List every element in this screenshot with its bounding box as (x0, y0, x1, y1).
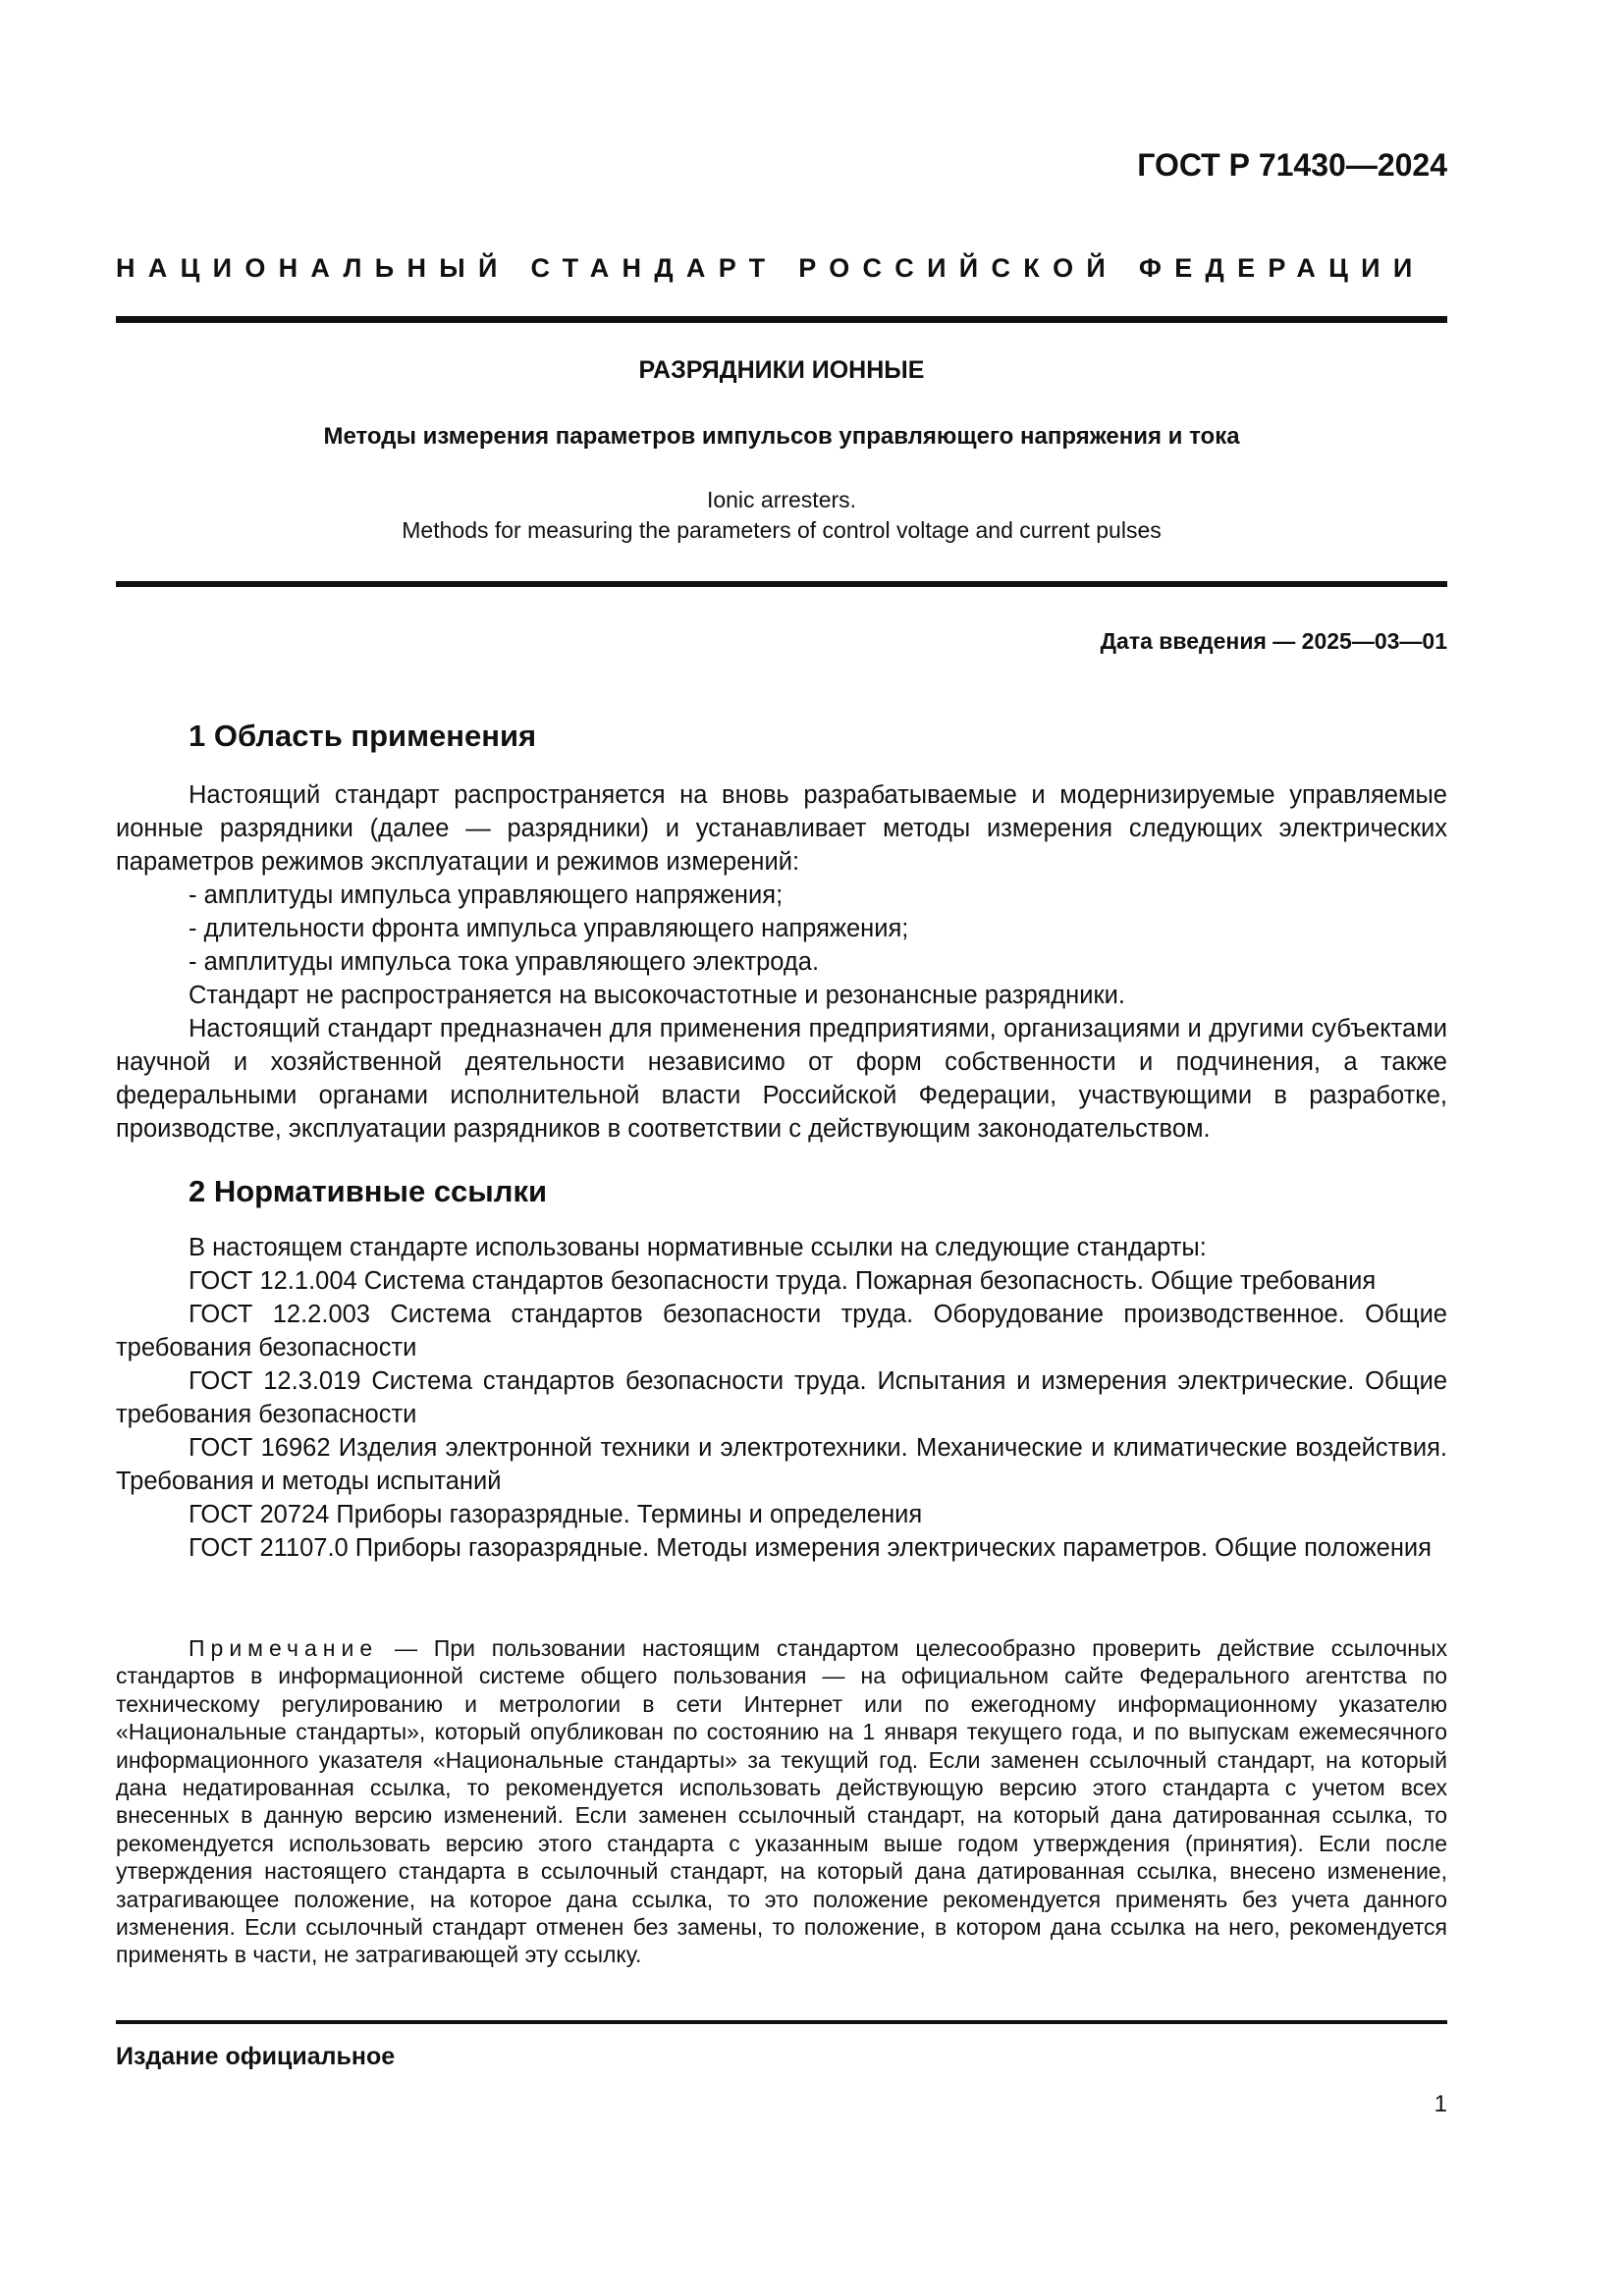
footer-rule (116, 2020, 1447, 2024)
section-2-body (116, 1231, 1447, 1565)
section-1-paragraph-1: Настоящий стандарт распространяется на вновь разрабатываемые и модернизируемые управляемые ионные разрядники (далее — разрядники) и устанавливает методы измерения следующих электрических параметров режимов эксплуатации и режимов измерений: (116, 781, 1447, 876)
english-title-line-2: Methods for measuring the parameters of control voltage and current pulses (402, 517, 1162, 543)
reference-item: ГОСТ 16962 Изделия электронной техники и электротехники. Механические и климатические воздействия. Требования и методы испытаний (116, 1434, 1447, 1495)
reference-item: ГОСТ 12.2.003 Система стандартов безопасности труда. Оборудование производственное. Общие требования безопасности (116, 1301, 1447, 1362)
reference-item: ГОСТ 12.3.019 Система стандартов безопасности труда. Испытания и измерения электрические. Общие требования безопасности (116, 1367, 1447, 1428)
edition-label: Издание официальное (116, 2043, 396, 2070)
note-text: — При пользовании настоящим стандартом целесообразно проверить действие ссылочных стандартов в информационной системе общего пользования — на официальном сайте Федерального агентства по техническому регулированию и метрологии в сети Интернет или по ежегодному информационному указателю «Национальные стандарты», который опубликован по состоянию на 1 января текущего года, и по выпускам ежемесячного информационного указателя «Национальные стандарты» за текущий год. Если заменен ссылочный стандарт, на который дана недатированная ссылка, то рекомендуется использовать действующую версию этого стандарта с учетом всех внесенных в данную версию изменений. Если заменен ссылочный стандарт, на который дана датированная ссылка, то рекомендуется использовать версию этого стандарта с указанным выше годом утверждения (принятия). Если после утверждения настоящего стандарта в ссылочный стандарт, на который дана датированная ссылка, внесено изменение, затрагивающее положение, на которое дана ссылка, то это положение рекомендуется применять без учета данного изменения. Если ссылочный стандарт отменен без замены, то положение, в котором дана ссылка на него, рекомендуется применять в части, не затрагивающей эту ссылку. (116, 1635, 1447, 1968)
document-subtitle: Методы измерения параметров импульсов управляющего напряжения и тока (323, 423, 1240, 450)
note-block (116, 1634, 1447, 1969)
english-title (116, 485, 1447, 546)
reference-item: ГОСТ 21107.0 Приборы газоразрядные. Методы измерения электрических параметров. Общие положения (189, 1534, 1432, 1562)
section-1-body (116, 778, 1447, 1146)
section-1-heading: 1 Область применения (189, 719, 537, 753)
reference-item: ГОСТ 20724 Приборы газоразрядные. Термины и определения (189, 1501, 923, 1528)
list-item: - длительности фронта импульса управляющего напряжения; (189, 915, 909, 942)
note-label: Примечание (189, 1635, 379, 1661)
section-1-paragraph-3: Настоящий стандарт предназначен для применения предприятиями, организациями и другими субъектами научной и хозяйственной деятельности независимо от форм собственности и подчинения, а также федеральными органами исполнительной власти Российской Федерации, участвующими в разработке, производстве, эксплуатации разрядников в соответствии с действующим законодательством. (116, 1015, 1447, 1143)
introduction-date: Дата введения — 2025—03—01 (1100, 628, 1447, 654)
top-rule (116, 316, 1447, 323)
note-paragraph (116, 1634, 1447, 1969)
standard-code: ГОСТ Р 71430—2024 (1137, 147, 1447, 183)
section-1-paragraph-2: Стандарт не распространяется на высокочастотные и резонансные разрядники. (189, 982, 1125, 1009)
list-item: - амплитуды импульса тока управляющего электрода. (189, 948, 820, 976)
section-2-heading: 2 Нормативные ссылки (189, 1174, 548, 1208)
reference-item: ГОСТ 12.1.004 Система стандартов безопасности труда. Пожарная безопасность. Общие требования (189, 1267, 1377, 1295)
section-2-intro: В настоящем стандарте использованы нормативные ссылки на следующие стандарты: (189, 1234, 1207, 1261)
list-item: - амплитуды импульса управляющего напряжения; (189, 881, 784, 909)
title-rule (116, 581, 1447, 587)
document-title: РАЗРЯДНИКИ ИОННЫЕ (638, 356, 925, 384)
page-number: 1 (1434, 2091, 1447, 2117)
english-title-line-1: Ionic arresters. (706, 487, 857, 512)
national-standard-banner: НАЦИОНАЛЬНЫЙ СТАНДАРТ РОССИЙСКОЙ ФЕДЕРАЦИИ (116, 253, 1426, 283)
